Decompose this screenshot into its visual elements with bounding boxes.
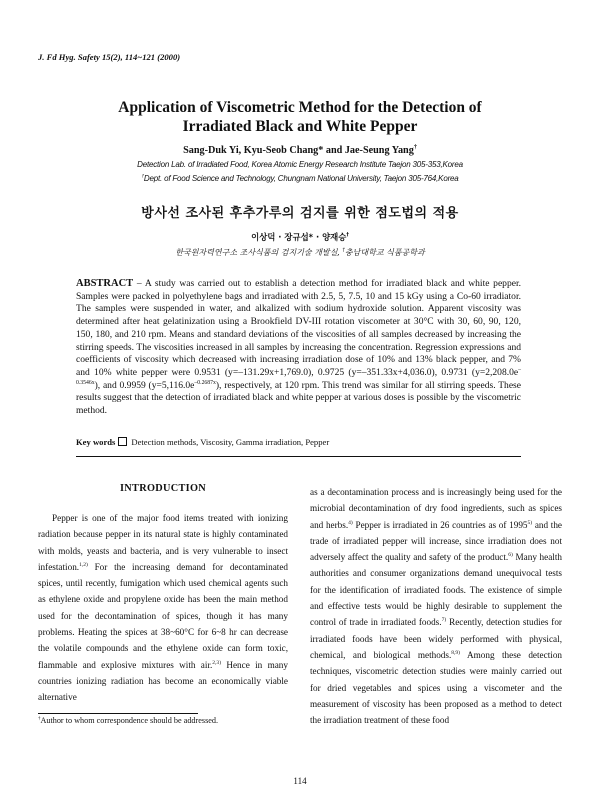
introduction-heading: INTRODUCTION xyxy=(120,483,206,494)
right-column xyxy=(310,484,562,728)
intro-text-r6: Among these detection techniques, viscometric detection studies were mainly carried out for dried vegetables and spices using a viscometer and the measurement of viscosity has been proposed as a method to detect the irradiation treatment of these food xyxy=(310,649,563,726)
citation-ref: 1,2) xyxy=(79,561,88,568)
author-dagger: † xyxy=(413,144,417,151)
abstract-exponent-2: –0.2687x xyxy=(194,379,216,386)
intro-text-r3: and the trade of irradiated pepper will increase, since irradiation does not adversely affect the quality and safety of the product. xyxy=(310,519,562,563)
intro-text-1a: Pepper is one of the major food items treated with ionizing radiation because pepper in its natural state is highly contaminated with molds, yeasts and bacteria, and is very vulnerable to insect infestation. xyxy=(38,513,288,572)
korean-authors-mark: † xyxy=(346,232,349,239)
footnote-mark: † xyxy=(38,716,41,722)
affiliation-2-mark: † xyxy=(141,174,144,180)
affiliation-2-text: Dept. of Food Science and Technology, Chungnam National University, Taejon 305-764,Korea xyxy=(143,174,459,183)
author-names: Sang-Duk Yi, Kyu-Seob Chang* and Jae-Seung Yang xyxy=(183,145,414,156)
abstract-exponent-1: –0.3546x xyxy=(76,366,521,386)
intro-text-r2: Pepper is irradiated in 26 countries as of 1995 xyxy=(352,519,528,530)
title-line-2: Irradiated Black and White Pepper xyxy=(182,118,418,135)
abstract-text-2: ), and 0.9959 (y=5,116.0e xyxy=(94,379,195,391)
citation-ref: 8,9) xyxy=(451,649,461,656)
affiliation-1: Detection Lab. of Irradiated Food, Korea Atomic Energy Research Institute Taejon 305-353,Korea xyxy=(137,160,463,169)
citation-ref: 4) xyxy=(348,519,353,526)
intro-paragraph-1 xyxy=(38,510,288,706)
paper-title xyxy=(60,98,540,136)
footnote-divider xyxy=(38,713,198,714)
intro-text-1c: Hence in many countries ionizing radiation has become an economically viable alternative xyxy=(38,659,288,703)
section-divider xyxy=(76,456,521,457)
korean-affiliation-2: 충남대학교 식품공학과 xyxy=(344,248,425,257)
author-list xyxy=(60,145,540,156)
korean-authors xyxy=(60,231,540,243)
abstract-text-3: ), respectively, at 120 rpm. This trend was similar for all stirring speeds. These results suggest that the detection of irradiated black and white pepper at various doses is possible by the viscometric method. xyxy=(76,379,522,417)
keywords xyxy=(76,437,521,447)
intro-text-r5: Recently, detection studies for irradiated foods have been widely performed with physical, chemical, and biological methods. xyxy=(310,617,562,660)
abstract-text-1: – A study was carried out to establish a detection method for irradiated black and white pepper. Samples were packed in polyethylene bags and irradiated with 2.5, 5, 7.5, 10 and 15 kGy using a Co-60 irradiator. The samples were suspended in water, and alkalized with sodium hydroxide solution. Apparent viscosity was determined after heat gelatinization using a Brookfield DV-III rotation viscometer at 30°C with 30, 60, 90, 120, 150, 180, and 210 rpm. Means and standard deviations of the viscosities of all samples decreased by increasing the stirring speeds. The viscosities increased in all samples by increasing the concentration. Regression expressions and coefficients of viscosity which decreased with increasing irradiation dose of 10% and 13% black pepper, and 7% and 10% white pepper were 0.9531 (y=–131.29x+1,769.0), 0.9725 (y=–351.33x+4,036.0), 0.9731 (y=2,208.0e xyxy=(76,278,521,378)
footnote xyxy=(38,716,218,725)
page-number: 114 xyxy=(293,776,307,786)
citation-ref: 6) xyxy=(508,552,513,559)
korean-affiliation-1: 한국원자력연구소 조사식품의 검지기술 개발실, xyxy=(175,248,343,257)
abstract xyxy=(76,278,521,418)
keywords-label: Key words xyxy=(76,437,116,447)
checkbox-square-icon xyxy=(118,437,127,446)
korean-author-names: 이상덕 · 장규섭* · 양재승 xyxy=(251,232,347,242)
citation-ref: 5) xyxy=(527,519,533,526)
journal-citation: J. Fd Hyg. Safety 15(2), 114~121 (2000) xyxy=(38,52,181,62)
intro-paragraph-continued xyxy=(310,484,562,728)
citation-ref: 2,3) xyxy=(212,659,222,666)
abstract-label: ABSTRACT xyxy=(76,278,134,289)
korean-affiliation xyxy=(60,247,540,258)
title-line-1: Application of Viscometric Method for the Detection of xyxy=(118,99,482,116)
korean-title: 방사선 조사된 후추가루의 검지를 위한 점도법의 적용 xyxy=(141,206,459,221)
citation-ref: 7) xyxy=(441,617,447,624)
intro-text-1b: For the increasing demand for decontaminated spices, until recently, fumigation which used chemical agents such as ethylene oxide and propylene oxide has been the main method used for the decontamination of spices, though it has many problems. Heating the spices at 38~60°C for 6~8 hr can decrease the volatile compounds and the ethylene oxide can form toxic, flammable and explosive mixtures with air. xyxy=(38,561,288,670)
keywords-text: Detection methods, Viscosity, Gamma irradiation, Pepper xyxy=(131,437,330,447)
footnote-text: Author to whom correspondence should be addressed. xyxy=(40,716,219,725)
affiliation-2 xyxy=(60,174,540,183)
left-column xyxy=(38,482,288,706)
korean-affiliation-mark: † xyxy=(342,248,345,254)
intro-text-r4: Many health authorities and consumer organizations demand unequivocal tests for the identification of irradiated foods. The existence of simple and effective tests would be highly desirable to supplement the control of trade in irradiated foods. xyxy=(310,552,563,628)
intro-text-r1: as a decontamination process and is increasingly being used for the microbial decontamination of dry food ingredients, such as spices and herbs. xyxy=(310,487,562,530)
